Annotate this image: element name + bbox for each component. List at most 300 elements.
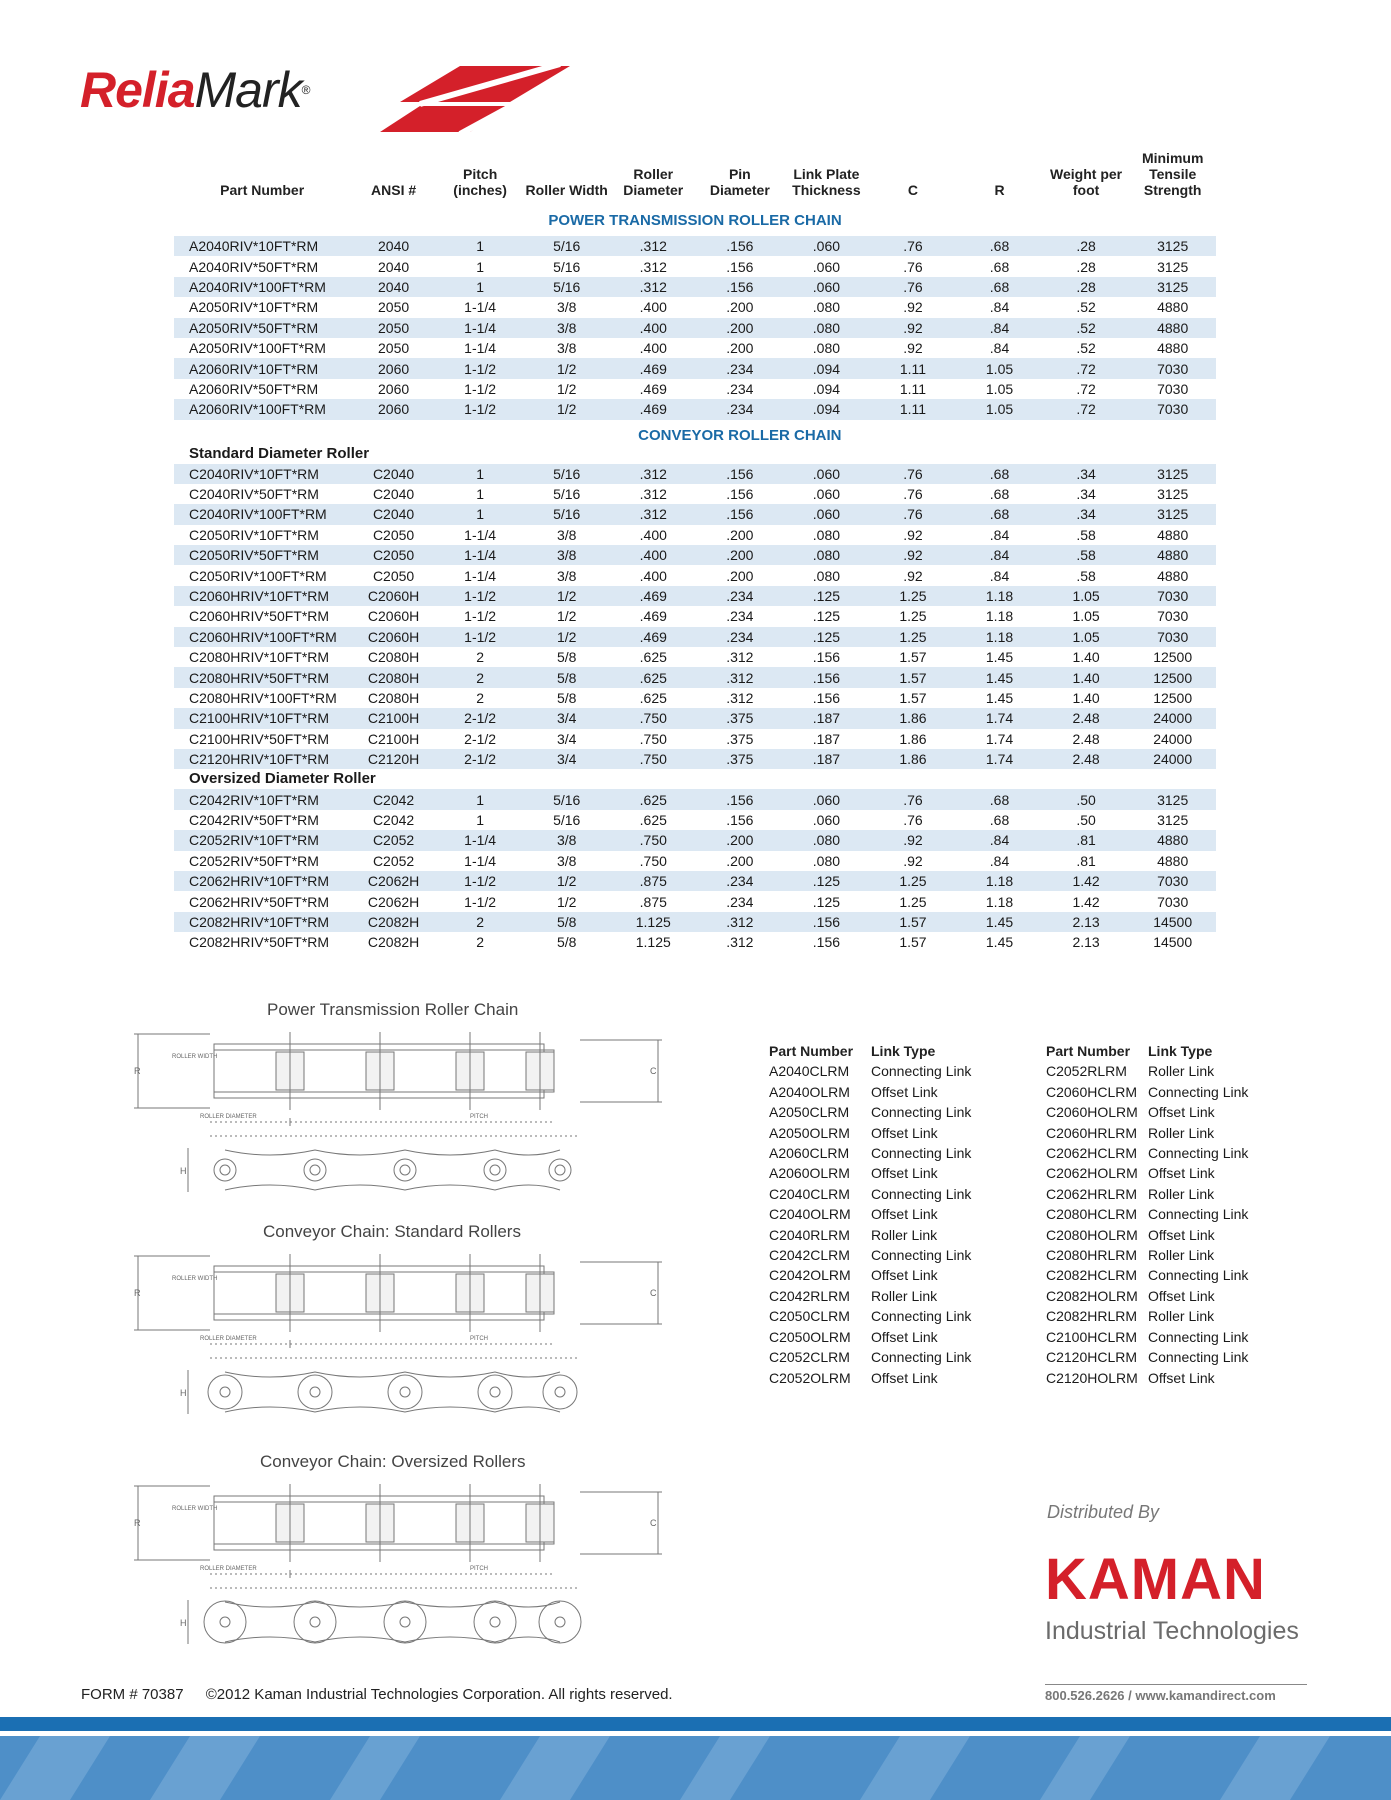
- link-part-number: C2120HCLRM: [1046, 1349, 1138, 1366]
- cell-r: .68: [989, 258, 1010, 275]
- cell-ansi: C2082H: [350, 912, 437, 932]
- cell-weight: .72: [1076, 380, 1096, 397]
- link-part-number: C2080HCLRM: [1046, 1206, 1138, 1223]
- cell-weight: .58: [1076, 526, 1096, 543]
- table-row: [174, 789, 1216, 809]
- list-item: [769, 1123, 971, 1143]
- cell-c: 1.11: [870, 399, 957, 419]
- cell-part-number: C2050RIV*10FT*RM: [189, 526, 319, 543]
- empty-cell: [956, 420, 1216, 464]
- cell-pin-diameter: .375: [726, 730, 754, 747]
- cell-tensile: 3125: [1157, 258, 1189, 275]
- cell-c: .76: [903, 486, 923, 503]
- cell-pin-diameter: .312: [697, 912, 784, 932]
- cell-roller-diameter: .469: [610, 399, 697, 419]
- table-row: [174, 688, 1216, 708]
- list-item: [1046, 1082, 1248, 1102]
- list-item: [769, 1204, 971, 1224]
- cell-part-number: C2120HRIV*10FT*RM: [174, 749, 350, 769]
- cell-roller-width: 3/8: [523, 830, 610, 850]
- cell-ansi: C2050: [372, 567, 415, 584]
- cell-r: .84: [956, 830, 1043, 850]
- cell-roller-diameter: .312: [639, 258, 667, 275]
- cell-link-plate: .060: [783, 464, 870, 484]
- chain-drawing: [130, 1244, 670, 1434]
- cell-roller-width: 5/8: [523, 667, 610, 687]
- cell-ansi: C2040: [350, 464, 437, 484]
- cell-ansi: C2120H: [350, 749, 437, 769]
- cell-part-number: C2060HRIV*100FT*RM: [174, 627, 350, 647]
- cell-part-number: C2100HRIV*50FT*RM: [189, 730, 330, 747]
- cell-weight: 1.05: [1043, 627, 1130, 647]
- list-item: [769, 1143, 971, 1163]
- cell-r: .84: [989, 852, 1010, 869]
- link-type: Offset Link: [871, 1083, 938, 1100]
- subhead-oversized-row: [174, 769, 1216, 789]
- cell-roller-diameter: .400: [610, 318, 697, 338]
- cell-r: .68: [989, 486, 1010, 503]
- cell-roller-width: 3/8: [556, 340, 577, 357]
- cell-pin-diameter: .200: [726, 852, 754, 869]
- table-row: [174, 464, 1216, 484]
- cell-roller-diameter: .312: [610, 504, 697, 524]
- table-row: [174, 851, 1216, 871]
- cell-roller-diameter: .400: [639, 340, 667, 357]
- link-part-number: A2040CLRM: [769, 1063, 850, 1080]
- cell-r: 1.18: [956, 586, 1043, 606]
- cell-r: 1.45: [956, 667, 1043, 687]
- cell-roller-diameter: .469: [610, 586, 697, 606]
- cell-roller-width: 3/8: [523, 545, 610, 565]
- chain-diagram: [130, 1000, 670, 1210]
- cell-ansi: C2062H: [350, 871, 437, 891]
- cell-r: 1.05: [956, 358, 1043, 378]
- list-item: [769, 1306, 971, 1326]
- cell-roller-diameter: .469: [610, 627, 697, 647]
- cell-roller-width: 5/16: [553, 258, 581, 275]
- link-type: Offset Link: [871, 1267, 938, 1284]
- cell-pin-diameter: .156: [726, 486, 754, 503]
- cell-part-number: C2080HRIV*10FT*RM: [189, 649, 330, 666]
- cell-tensile: 4880: [1129, 830, 1216, 850]
- cell-r: .84: [989, 567, 1010, 584]
- cell-ansi: 2060: [350, 358, 437, 378]
- link-type: Offset Link: [871, 1124, 938, 1141]
- cell-tensile: 24000: [1129, 749, 1216, 769]
- cell-r: 1.18: [985, 893, 1014, 910]
- logo-mark: Mark: [194, 62, 302, 118]
- cell-pin-diameter: .234: [697, 399, 784, 419]
- subhead-standard: Standard Diameter Roller: [189, 444, 370, 462]
- cell-r: 1.05: [985, 380, 1014, 397]
- cell-pitch: 1-1/2: [464, 608, 497, 625]
- list-item: [769, 1265, 971, 1285]
- cell-c: 1.86: [870, 749, 957, 769]
- contact-info: 800.526.2626 / www.kamandirect.com: [1045, 1688, 1276, 1703]
- cell-pin-diameter: .234: [697, 871, 784, 891]
- cell-roller-diameter: 1.125: [635, 934, 671, 951]
- cell-link-plate: .187: [783, 708, 870, 728]
- cell-pin-diameter: .200: [697, 545, 784, 565]
- list-item: [769, 1286, 971, 1306]
- section-conveyor-title: CONVEYOR ROLLER CHAIN: [638, 426, 842, 444]
- cell-ansi: 2040: [350, 236, 437, 256]
- cell-r: 1.18: [985, 608, 1014, 625]
- diagram-label-r: R: [134, 1288, 141, 1298]
- cell-tensile: 3125: [1157, 811, 1189, 828]
- link-part-number: C2062HOLRM: [1046, 1165, 1138, 1182]
- table-row: [174, 871, 1216, 891]
- cell-part-number: A2060RIV*100FT*RM: [174, 399, 350, 419]
- section-conveyor: [174, 420, 1216, 464]
- cell-pin-diameter: .200: [697, 830, 784, 850]
- cell-pitch: 1: [476, 486, 485, 503]
- cell-pitch: 1: [476, 258, 485, 275]
- cell-link-plate: .080: [812, 526, 841, 543]
- diagram-label-diameter: ROLLER DIAMETER: [200, 1114, 257, 1120]
- cell-c: .92: [903, 340, 923, 357]
- cell-roller-diameter: .312: [639, 486, 667, 503]
- cell-tensile: 7030: [1157, 608, 1189, 625]
- cell-roller-width: 5/8: [556, 649, 577, 666]
- header-pitch: Pitch (inches): [453, 166, 507, 198]
- cell-roller-width: 1/2: [556, 380, 577, 397]
- cell-c: 1.57: [870, 912, 957, 932]
- cell-pitch: 1-1/4: [464, 852, 497, 869]
- diagram-title: Conveyor Chain: Oversized Rollers: [260, 1452, 526, 1471]
- cell-tensile: 7030: [1129, 358, 1216, 378]
- cell-weight: .52: [1076, 299, 1096, 316]
- link-list-right: [1046, 1041, 1248, 1388]
- cell-r: 1.45: [985, 934, 1014, 951]
- cell-c: 1.25: [870, 586, 957, 606]
- cell-roller-width: 3/4: [523, 749, 610, 769]
- table-row: [174, 484, 1216, 504]
- diagram-label-pitch: PITCH: [470, 1336, 488, 1342]
- cell-pitch: 1: [437, 236, 524, 256]
- list-item: [1046, 1102, 1248, 1122]
- list-item: [1046, 1327, 1248, 1347]
- cell-ansi: 2040: [378, 258, 410, 275]
- cell-part-number: C2050RIV*50FT*RM: [174, 545, 350, 565]
- cell-pin-diameter: .312: [726, 934, 754, 951]
- cell-roller-diameter: .750: [639, 852, 667, 869]
- link-type: Offset Link: [1148, 1104, 1215, 1121]
- cell-c: 1.25: [899, 608, 927, 625]
- cell-pitch: 1-1/2: [437, 358, 524, 378]
- list-item: [1046, 1306, 1248, 1326]
- list-item: [1046, 1143, 1248, 1163]
- cell-pitch: 2: [437, 667, 524, 687]
- cell-pitch: 1: [437, 277, 524, 297]
- cell-tensile: 3125: [1129, 277, 1216, 297]
- cell-tensile: 7030: [1129, 871, 1216, 891]
- cell-pitch: 1-1/4: [437, 545, 524, 565]
- table-row: [174, 749, 1216, 769]
- link-type: Offset Link: [871, 1328, 938, 1345]
- cell-roller-width: 1/2: [523, 586, 610, 606]
- diagram-title: Power Transmission Roller Chain: [267, 1000, 519, 1019]
- cell-ansi: C2050: [350, 545, 437, 565]
- copyright: ©2012 Kaman Industrial Technologies Corporation. All rights reserved.: [205, 1686, 673, 1703]
- cell-roller-width: 3/8: [523, 318, 610, 338]
- cell-roller-width: 1/2: [523, 399, 610, 419]
- cell-r: 1.74: [956, 749, 1043, 769]
- cell-link-plate: .156: [812, 934, 841, 951]
- cell-weight: 1.40: [1072, 649, 1100, 666]
- cell-roller-diameter: 1.125: [610, 912, 697, 932]
- cell-r: 1.45: [956, 912, 1043, 932]
- diagram-title: Conveyor Chain: Standard Rollers: [263, 1222, 521, 1241]
- link-type: Connecting Link: [1148, 1206, 1249, 1223]
- link-part-number: C2080HRLRM: [1046, 1247, 1138, 1264]
- cell-r: .84: [956, 545, 1043, 565]
- link-type: Roller Link: [871, 1226, 938, 1243]
- list-item: [769, 1082, 971, 1102]
- header-part-number: Part Number: [220, 182, 305, 198]
- cell-link-plate: .060: [812, 486, 841, 503]
- table-row: [174, 565, 1216, 585]
- link-part-number: C2120HOLRM: [1046, 1369, 1138, 1386]
- cell-part-number: C2062HRIV*50FT*RM: [189, 893, 330, 910]
- cell-pitch: 2: [476, 690, 485, 706]
- cell-ansi: 2060: [350, 399, 437, 419]
- table-row: [174, 338, 1216, 358]
- cell-tensile: 7030: [1157, 893, 1189, 910]
- header-ansi: ANSI #: [371, 182, 417, 198]
- diagram-label-c: C: [650, 1066, 657, 1076]
- cell-part-number: C2052RIV*10FT*RM: [174, 830, 350, 850]
- cell-pin-diameter: .156: [697, 464, 784, 484]
- link-list-header: [769, 1041, 971, 1061]
- cell-roller-diameter: .750: [610, 708, 697, 728]
- cell-weight: .28: [1076, 258, 1096, 275]
- link-type: Roller Link: [871, 1287, 938, 1304]
- cell-weight: 2.48: [1043, 708, 1130, 728]
- logo-relia: Relia: [80, 62, 195, 118]
- cell-pitch: 1-1/4: [464, 567, 497, 584]
- header-c: C: [907, 182, 919, 198]
- cell-part-number: C2042RIV*50FT*RM: [189, 811, 319, 828]
- cell-c: 1.86: [899, 730, 927, 747]
- list-item: [769, 1163, 971, 1183]
- cell-tensile: 14500: [1153, 934, 1193, 951]
- cell-c: 1.57: [899, 934, 927, 951]
- link-part-number: A2050OLRM: [769, 1124, 850, 1141]
- cell-weight: .81: [1076, 852, 1096, 869]
- cell-c: .92: [870, 830, 957, 850]
- cell-pin-diameter: .234: [726, 608, 754, 625]
- cell-ansi: C2062H: [367, 893, 420, 910]
- contact-divider: [1045, 1684, 1307, 1685]
- link-part-number: C2040RLRM: [769, 1226, 850, 1243]
- cell-tensile: 7030: [1129, 399, 1216, 419]
- cell-pitch: 1-1/2: [437, 586, 524, 606]
- section-power: [174, 206, 1216, 236]
- cell-link-plate: .080: [783, 318, 870, 338]
- cell-ansi: 2060: [378, 380, 410, 397]
- cell-roller-width: 5/16: [553, 486, 581, 503]
- cell-part-number: C2040RIV*100FT*RM: [174, 504, 350, 524]
- link-part-number: C2082HCLRM: [1046, 1267, 1138, 1284]
- cell-weight: 1.40: [1043, 667, 1130, 687]
- cell-roller-width: 3/8: [556, 567, 577, 584]
- cell-tensile: 3125: [1157, 486, 1189, 503]
- cell-tensile: 12500: [1153, 690, 1193, 706]
- cell-link-plate: .125: [783, 627, 870, 647]
- cell-roller-diameter: .625: [639, 811, 667, 828]
- cell-ansi: C2060H: [350, 586, 437, 606]
- cell-link-plate: .060: [783, 504, 870, 524]
- table-row: [174, 256, 1216, 276]
- cell-pin-diameter: .156: [697, 277, 784, 297]
- cell-part-number: A2050RIV*100FT*RM: [189, 340, 326, 357]
- cell-roller-diameter: .750: [610, 749, 697, 769]
- cell-pitch: 1-1/4: [464, 299, 497, 316]
- cell-roller-diameter: .312: [610, 277, 697, 297]
- logo-registered: ®: [301, 83, 310, 97]
- cell-ansi: C2040: [372, 486, 415, 503]
- cell-weight: 2.48: [1043, 749, 1130, 769]
- cell-tensile: 7030: [1157, 380, 1189, 397]
- list-item: [769, 1184, 971, 1204]
- cell-r: .68: [956, 236, 1043, 256]
- cell-tensile: 4880: [1157, 299, 1189, 316]
- link-list-header: [1046, 1041, 1248, 1061]
- cell-r: .68: [956, 504, 1043, 524]
- cell-c: 1.11: [899, 380, 927, 397]
- cell-link-plate: .187: [812, 730, 841, 747]
- table-row: [174, 647, 1216, 667]
- cell-c: .92: [903, 567, 923, 584]
- cell-part-number: C2080HRIV*50FT*RM: [174, 667, 350, 687]
- cell-tensile: 3125: [1129, 464, 1216, 484]
- cell-pitch: 1-1/4: [437, 830, 524, 850]
- cell-r: 1.45: [985, 649, 1014, 666]
- cell-pin-diameter: .200: [726, 526, 754, 543]
- cell-r: .84: [956, 318, 1043, 338]
- cell-pin-diameter: .200: [726, 299, 754, 316]
- cell-part-number: C2052RIV*50FT*RM: [189, 852, 319, 869]
- cell-roller-width: 3/4: [556, 730, 577, 747]
- form-number: FORM # 70387: [81, 1686, 184, 1703]
- cell-roller-diameter: .625: [610, 667, 697, 687]
- link-type: Connecting Link: [871, 1104, 972, 1121]
- cell-part-number: C2060HRIV*10FT*RM: [174, 586, 350, 606]
- link-part-number: C2060HRLRM: [1046, 1124, 1138, 1141]
- cell-pitch: 1-1/4: [437, 318, 524, 338]
- cell-r: .68: [989, 811, 1010, 828]
- list-item: [1046, 1123, 1248, 1143]
- kaman-logo: KAMAN: [1045, 1547, 1266, 1612]
- cell-pin-diameter: .312: [726, 690, 754, 706]
- cell-weight: 1.40: [1072, 690, 1100, 706]
- cell-roller-width: 3/8: [556, 526, 577, 543]
- spec-table: [174, 150, 1216, 953]
- chain-diagram: [130, 1452, 670, 1662]
- link-type: Roller Link: [1148, 1247, 1215, 1264]
- cell-weight: 1.42: [1043, 871, 1130, 891]
- cell-pitch: 1-1/2: [437, 627, 524, 647]
- link-part-number: C2040CLRM: [769, 1185, 850, 1202]
- diagram-label-r: R: [134, 1066, 141, 1076]
- cell-roller-diameter: .750: [610, 830, 697, 850]
- link-part-number: C2082HRLRM: [1046, 1308, 1138, 1325]
- link-type: Connecting Link: [1148, 1083, 1249, 1100]
- diagram-label-h: H: [180, 1618, 187, 1628]
- table-row: [174, 627, 1216, 647]
- cell-roller-diameter: .875: [639, 893, 667, 910]
- link-type: Offset Link: [871, 1369, 938, 1386]
- cell-part-number: A2050RIV*50FT*RM: [174, 318, 350, 338]
- header-weight: Weight per foot: [1050, 166, 1123, 198]
- list-item: [769, 1061, 971, 1081]
- cell-link-plate: .080: [812, 567, 841, 584]
- link-type: Connecting Link: [871, 1308, 972, 1325]
- link-part-number: C2082HOLRM: [1046, 1287, 1138, 1304]
- cell-link-plate: .156: [783, 667, 870, 687]
- cell-link-plate: .187: [783, 749, 870, 769]
- link-part-number: C2080HOLRM: [1046, 1226, 1138, 1243]
- diagram-label-h: H: [180, 1388, 187, 1398]
- logo-stripes-icon: [360, 64, 570, 134]
- subhead-oversized: Oversized Diameter Roller: [189, 770, 376, 788]
- cell-roller-width: 5/16: [523, 277, 610, 297]
- cell-c: 1.25: [870, 627, 957, 647]
- cell-pin-diameter: .234: [697, 627, 784, 647]
- cell-link-plate: .094: [783, 399, 870, 419]
- cell-r: .68: [956, 789, 1043, 809]
- table-row: [174, 606, 1216, 626]
- cell-part-number: C2100HRIV*10FT*RM: [174, 708, 350, 728]
- table-row: [174, 545, 1216, 565]
- diagram-label-pitch: PITCH: [470, 1566, 488, 1572]
- cell-pin-diameter: .156: [697, 789, 784, 809]
- diagram-label-roller: ROLLER WIDTH: [172, 1276, 218, 1282]
- cell-weight: 2.48: [1072, 730, 1100, 747]
- cell-ansi: 2050: [378, 299, 410, 316]
- cell-ansi: C2100H: [350, 708, 437, 728]
- cell-roller-width: 5/16: [523, 236, 610, 256]
- cell-roller-diameter: .469: [639, 608, 667, 625]
- cell-part-number: A2060RIV*10FT*RM: [174, 358, 350, 378]
- cell-roller-width: 5/8: [556, 690, 577, 706]
- cell-c: .92: [870, 318, 957, 338]
- table-row: [174, 708, 1216, 728]
- diagram-label-diameter: ROLLER DIAMETER: [200, 1336, 257, 1342]
- link-type: Offset Link: [871, 1206, 938, 1223]
- cell-roller-width: 1/2: [523, 871, 610, 891]
- list-item: [769, 1102, 971, 1122]
- cell-ansi: C2080H: [367, 649, 420, 666]
- cell-roller-diameter: .400: [639, 567, 667, 584]
- cell-weight: 1.05: [1072, 608, 1100, 625]
- cell-roller-width: 3/4: [523, 708, 610, 728]
- cell-roller-width: 5/8: [556, 934, 577, 951]
- link-type: Connecting Link: [871, 1247, 972, 1264]
- cell-part-number: A2050RIV*10FT*RM: [189, 299, 319, 316]
- link-type: Connecting Link: [871, 1145, 972, 1162]
- cell-roller-width: 5/16: [523, 789, 610, 809]
- table-row: [174, 318, 1216, 338]
- cell-link-plate: .125: [783, 586, 870, 606]
- link-type: Offset Link: [1148, 1226, 1215, 1243]
- cell-roller-diameter: .750: [639, 730, 667, 747]
- list-item: [1046, 1163, 1248, 1183]
- table-row: [174, 504, 1216, 524]
- link-part-number: C2052OLRM: [769, 1369, 851, 1386]
- list-item: [769, 1327, 971, 1347]
